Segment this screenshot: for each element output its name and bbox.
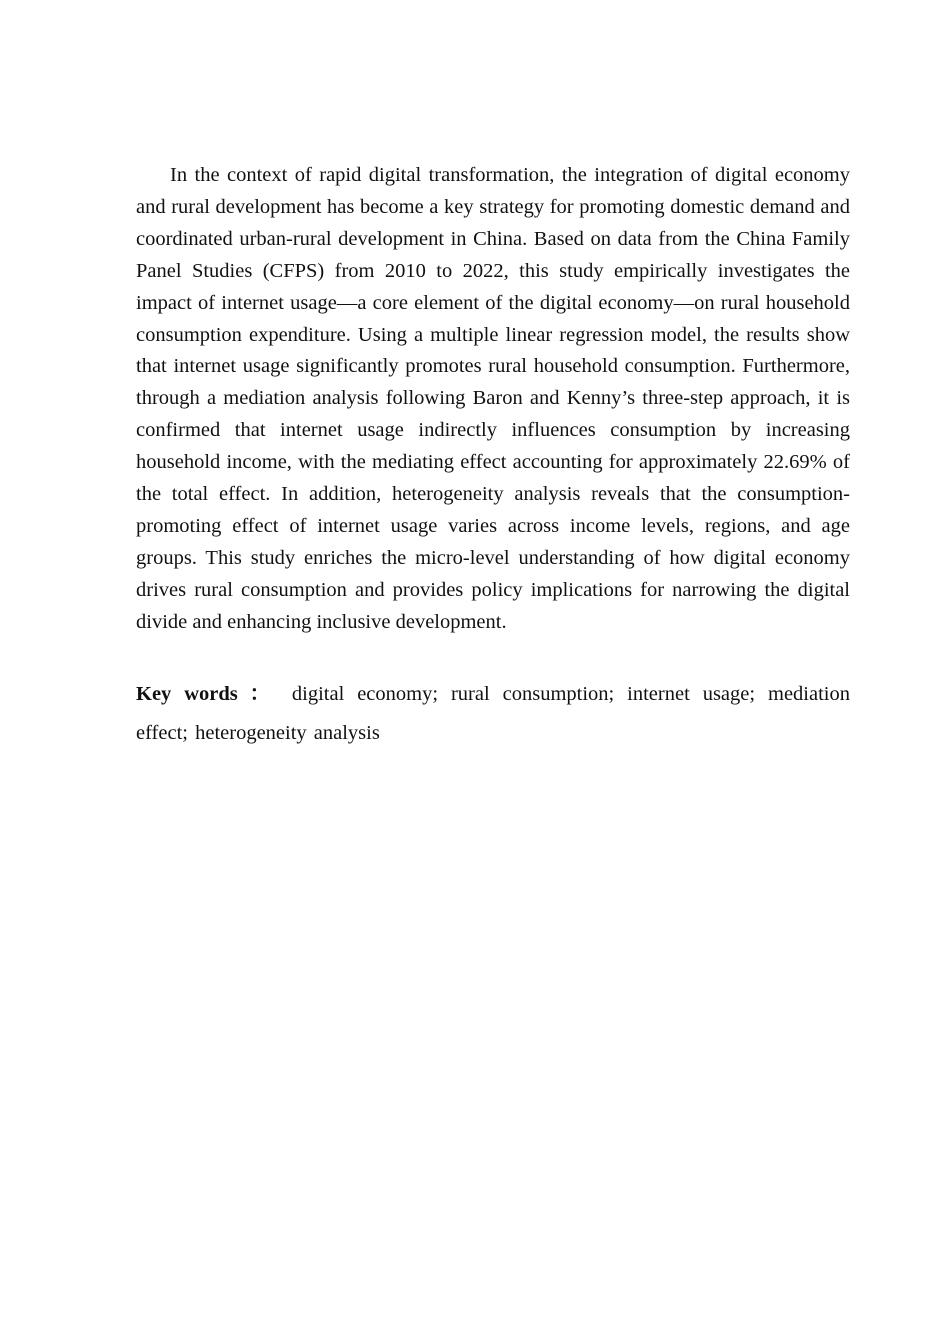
abstract-paragraph: In the context of rapid digital transformation, the integration of digital economy and rural development has become a key strategy for promoting domestic demand and coordinated urban-rural development in China. Based on data from the China Family Panel Studies (CFPS) from 2010 to 2022, this study empirically investigates the impact of internet usage—a core element of the digital economy—on rural household consumption expenditure. Using a multiple linear regression model, the results show that internet usage significantly promotes rural household consumption. Furthermore, through a mediation analysis following Baron and Kenny’s three-step approach, it is confirmed that internet usage indirectly influences consumption by increasing household income, with the mediating effect accounting for approximately 22.69% of the total effect. In addition, heterogeneity analysis reveals that the consumption-promoting effect of internet usage varies across income levels, regions, and age groups. This study enriches the micro-level understanding of how digital economy drives rural consumption and provides policy implications for narrowing the digital divide and enhancing inclusive development. [136,164,850,633]
document-page [136,160,850,753]
keywords-line [136,675,850,753]
keywords-separator: ： [243,682,276,705]
keywords-text: digital economy; rural consumption; internet usage; mediation effect; heterogeneity analysis [136,682,850,744]
keywords-label: Key words [136,682,238,705]
